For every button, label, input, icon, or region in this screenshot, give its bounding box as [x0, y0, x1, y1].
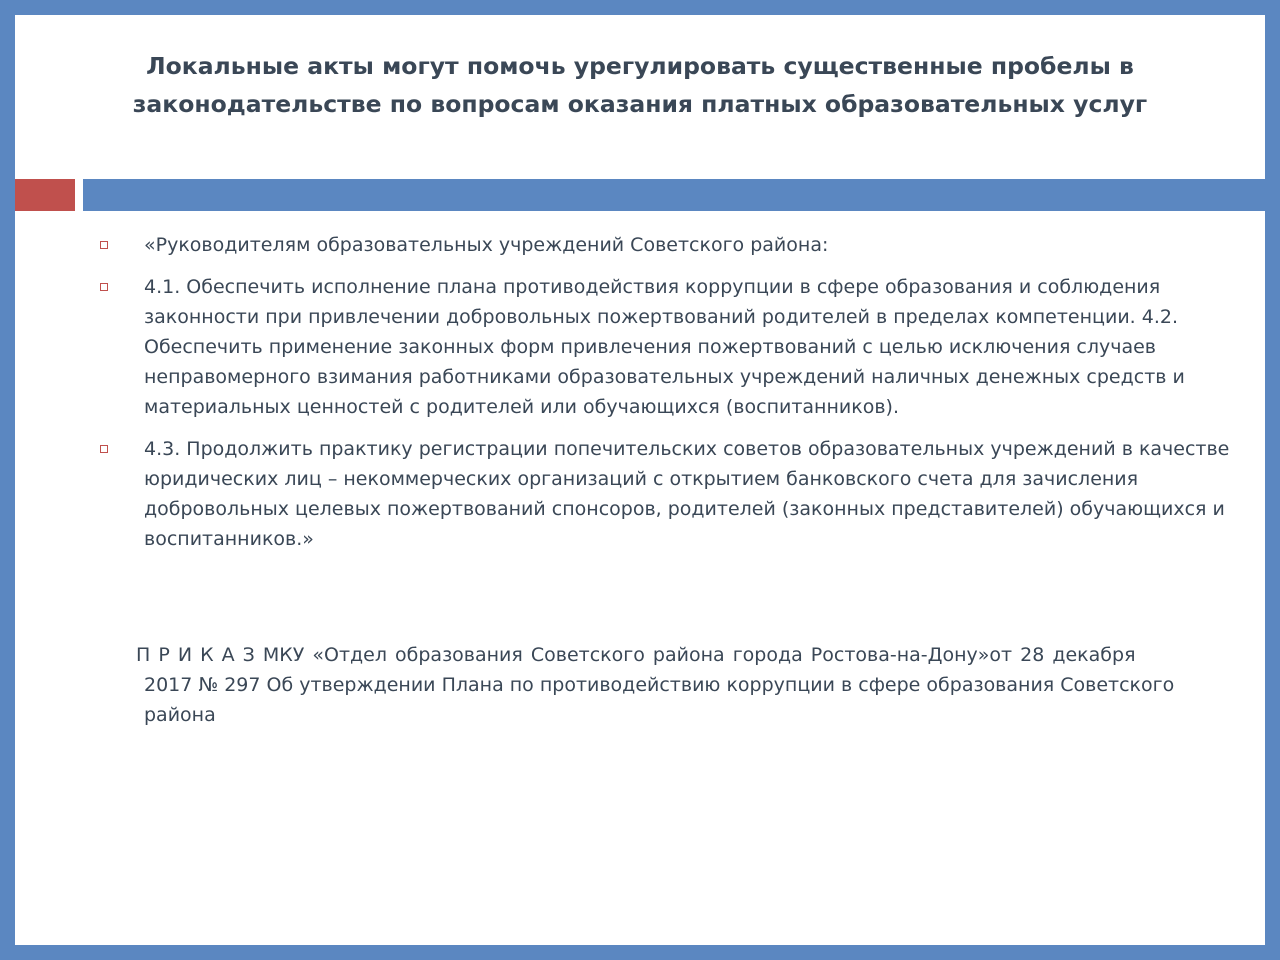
citation-line-1: П Р И К А З МКУ «Отдел образования Советского района города Ростова-на-Дону»от 28 декабря: [136, 644, 1136, 666]
source-citation: [136, 640, 1221, 730]
bullet-item: [95, 272, 1230, 422]
bullet-list: [95, 230, 1230, 566]
bullet-item: [95, 434, 1230, 554]
title-divider-blue: [83, 179, 1265, 211]
square-bullet-icon: [100, 283, 108, 291]
title-divider-red: [15, 179, 75, 211]
slide-title: Локальные акты могут помочь урегулировать существенные пробелы в законодательстве по вопросам оказания платных образовательных услуг: [132, 52, 1148, 118]
square-bullet-icon: [100, 241, 108, 249]
square-bullet-icon: [100, 445, 108, 453]
bullet-text: 4.1. Обеспечить исполнение плана противодействия коррупции в сфере образования и соблюдения законности при привлечении добровольных пожертвований родителей в пределах компетенции. 4.2. Обеспечить применение законных форм привлечения пожертвований с целью исключения случаев неправомерного взимания работниками образовательных учреждений наличных денежных средств и материальных ценностей с родителей или обучающихся (воспитанников).: [144, 276, 1185, 418]
bullet-item: [95, 230, 1230, 260]
bullet-text: «Руководителям образовательных учреждений Советского района:: [144, 234, 829, 256]
slide: [15, 15, 1265, 945]
citation-continuation: 2017 № 297 Об утверждении Плана по противодействию коррупции в сфере образования Советского района: [144, 674, 1175, 726]
bullet-text: 4.3. Продолжить практику регистрации попечительских советов образовательных учреждений в качестве юридических лиц – некоммерческих организаций с открытием банковского счета для зачисления добровольных целевых пожертвований спонсоров, родителей (законных представителей) обучающихся и воспитанников.»: [144, 438, 1230, 550]
